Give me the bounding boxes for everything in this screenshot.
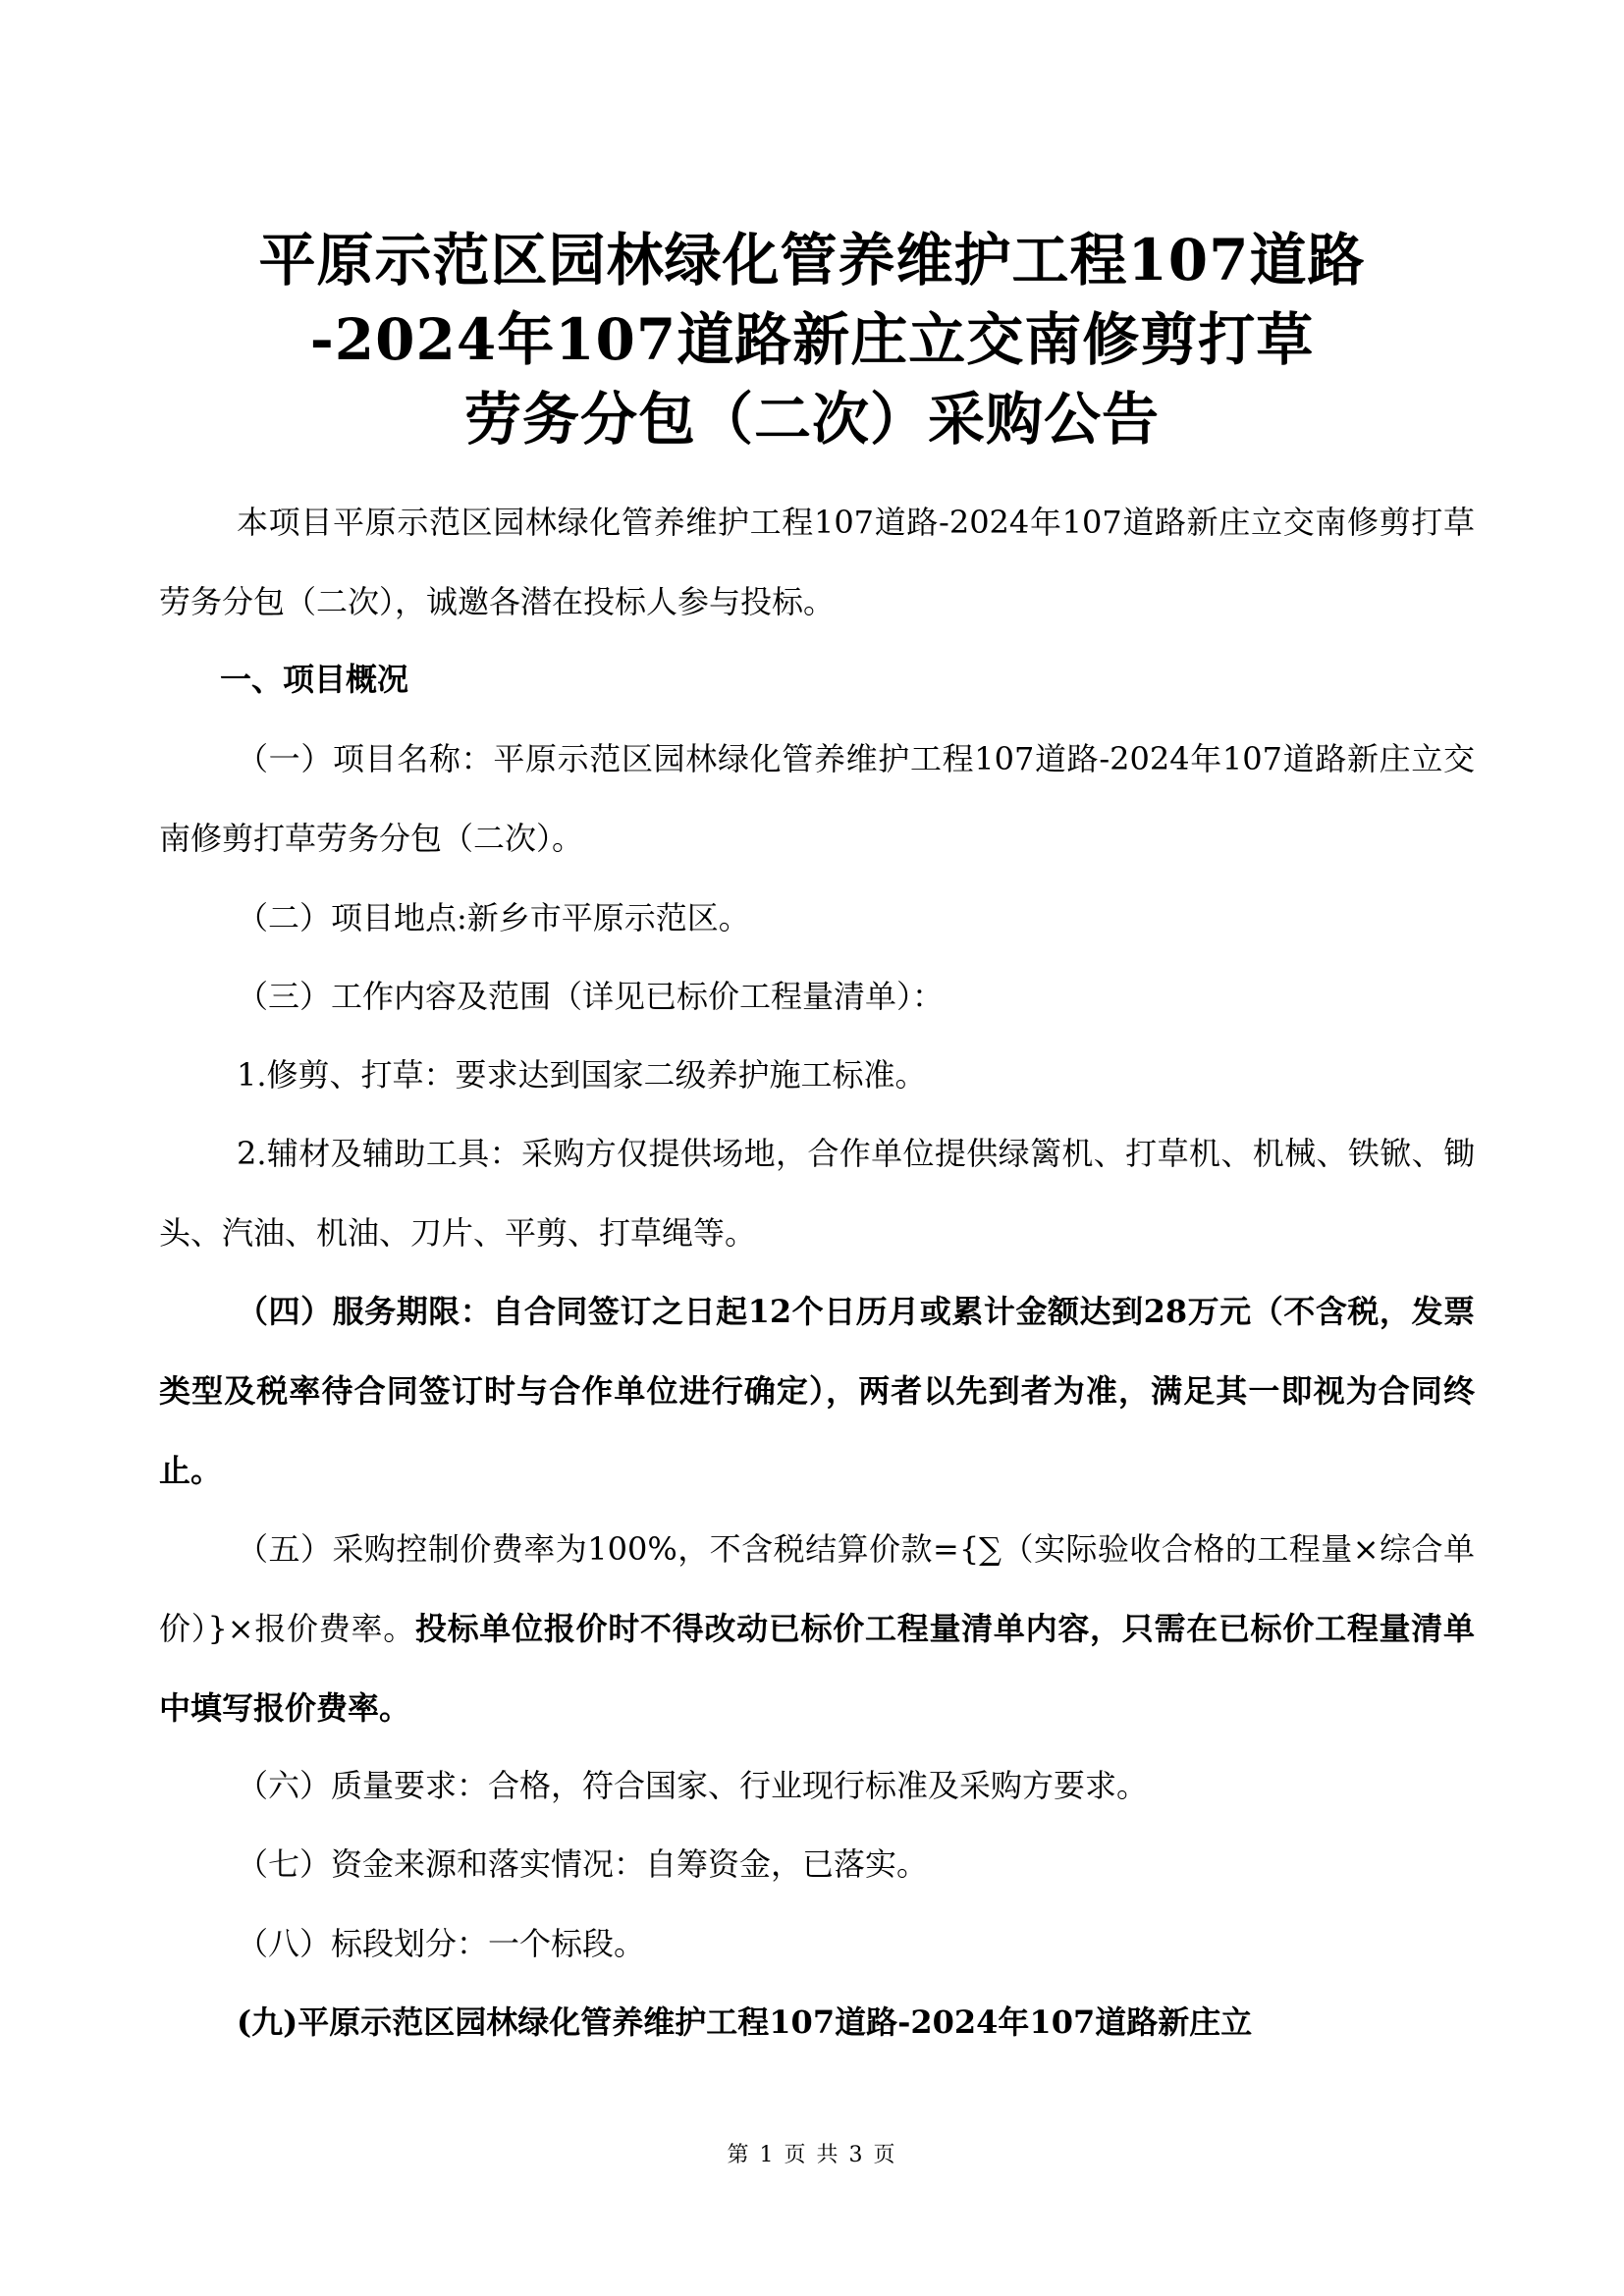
intro-paragraph: 本项目平原示范区园林绿化管养维护工程107道路-2024年107道路新庄立交南修剪打草劳务分包（二次），诚邀各潜在投标人参与投标。 [159,504,1475,620]
item-work-scope: （三）工作内容及范围（详见已标价工程量清单）： [237,978,945,1015]
control-price-text: （五）采购控制价费率为100%，不含税结算价款={∑（实际验收合格的工程量×综合单价）}×报价费率。 [159,1530,1475,1647]
item-control-price [159,1510,1475,1748]
section-heading-overview: 一、项目概况 [220,661,409,698]
title-line-1: 平原示范区园林绿化管养维护工程107道路 [258,227,1366,294]
item-work-scope-1: 1.修剪、打草：要求达到国家二级养护施工标准。 [237,1056,927,1094]
item-lot-division: （八）标段划分：一个标段。 [237,1925,646,1962]
page-number: 第 1 页 共 3 页 [727,2143,897,2167]
item-nine: (九)平原示范区园林绿化管养维护工程107道路-2024年107道路新庄立 [237,2003,1253,2041]
item-funding: （七）资金来源和落实情况：自筹资金，已落实。 [237,1845,929,1883]
item-quality: （六）质量要求：合格，符合国家、行业现行标准及采购方要求。 [237,1767,1149,1804]
title-line-2: -2024年107道路新庄立交南修剪打草 [309,306,1315,373]
item-project-name: （一）项目名称：平原示范区园林绿化管养维护工程107道路-2024年107道路新庄立交南修剪打草劳务分包（二次）。 [159,740,1475,857]
control-price-bold-note: 投标单位报价时不得改动已标价工程量清单内容，只需在已标价工程量清单中填写报价费率。 [159,1610,1475,1727]
item-service-period: （四）服务期限：自合同签订之日起12个日历月或累计金额达到28万元（不含税，发票类型及税率待合同签订时与合作单位进行确定），两者以先到者为准，满足其一即视为合同终止。 [159,1293,1475,1489]
title-line-3: 劳务分包（二次）采购公告 [463,386,1160,453]
item-work-scope-2: 2.辅材及辅助工具：采购方仅提供场地，合作单位提供绿篱机、打草机、机械、铁锨、锄头、汽油、机油、刀片、平剪、打草绳等。 [159,1135,1475,1252]
item-project-location: （二）项目地点:新乡市平原示范区。 [237,899,750,936]
